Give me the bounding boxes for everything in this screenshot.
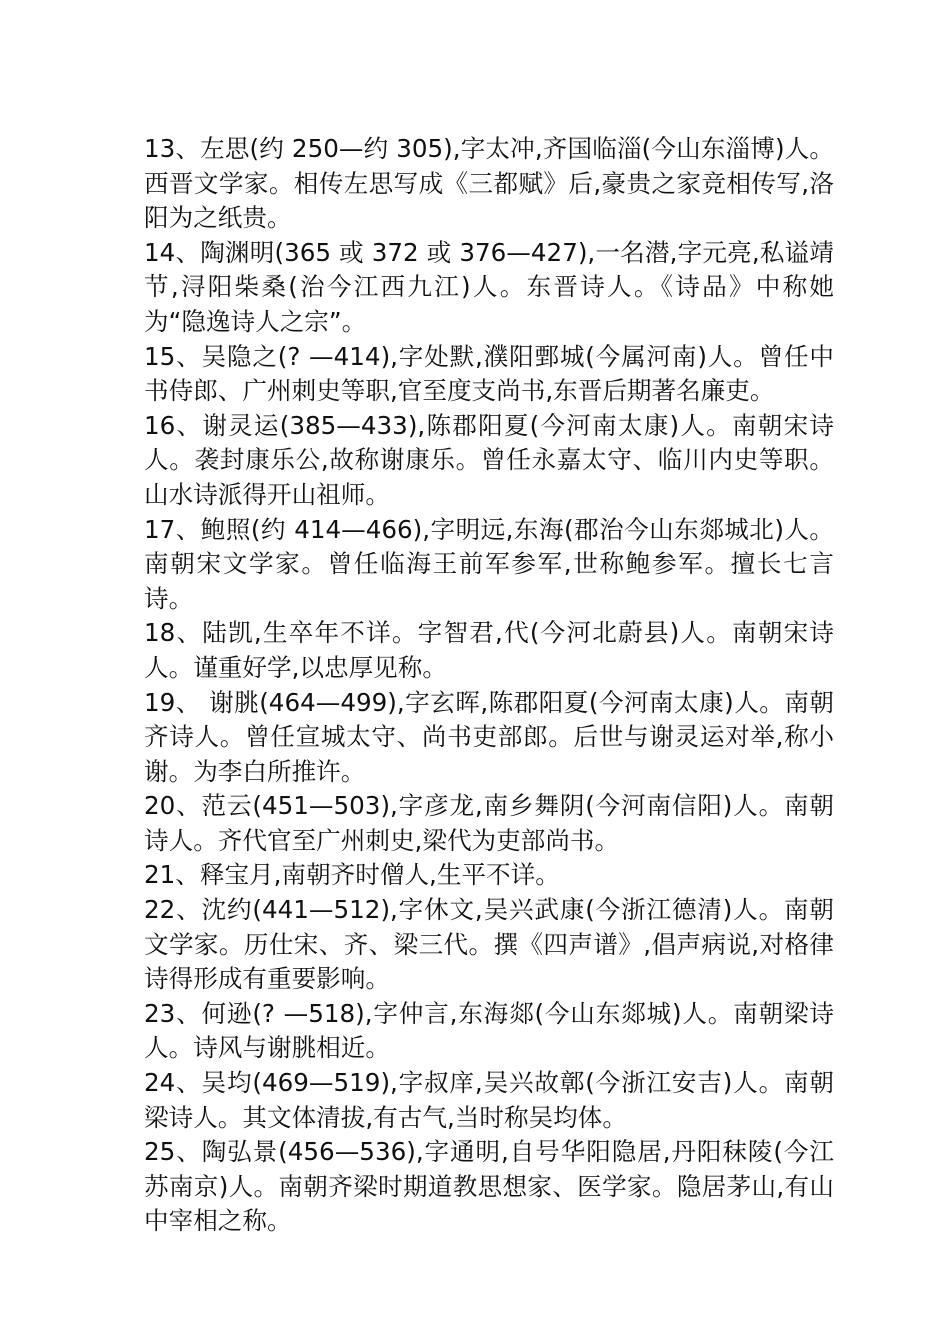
document-page <box>144 132 834 1239</box>
entry-20-fan-yun: 20、范云(451—503),字彦龙,南乡舞阴(今河南信阳)人。南朝诗人。齐代官至广州刺史,梁代为吏部尚书。 <box>144 791 834 855</box>
entry-25-tao-hongjing: 25、陶弘景(456—536),字通明,自号华阳隐居,丹阳秣陵(今江苏南京)人。南朝齐梁时期道教思想家、医学家。隐居茅山,有山中宰相之称。 <box>144 1137 834 1236</box>
entry-19-xie-tiao: 19、 谢朓(464—499),字玄晖,陈郡阳夏(今河南太康)人。南朝齐诗人。曾任宣城太守、尚书吏部郎。后世与谢灵运对举,称小谢。为李白所推许。 <box>144 687 834 786</box>
entry-18-lu-kai: 18、陆凯,生卒年不详。字智君,代(今河北蔚县)人。南朝宋诗人。谨重好学,以忠厚见称。 <box>144 618 834 682</box>
entry-16-xie-lingyun: 16、谢灵运(385—433),陈郡阳夏(今河南太康)人。南朝宋诗人。袭封康乐公,故称谢康乐。曾任永嘉太守、临川内史等职。山水诗派得开山祖师。 <box>144 410 834 509</box>
entry-23-he-xun: 23、何逊(? —518),字仲言,东海郯(今山东郯城)人。南朝梁诗人。诗风与谢朓相近。 <box>144 998 834 1063</box>
entry-15-wu-yinzhi: 15、吴隐之(? —414),字处默,濮阳鄄城(今属河南)人。曾任中书侍郎、广州刺史等职,官至度支尚书,东晋后期著名廉吏。 <box>144 341 834 406</box>
entry-24-wu-jun: 24、吴均(469—519),字叔庠,吴兴故鄣(今浙江安吉)人。南朝梁诗人。其文体清拔,有古气,当时称吴均体。 <box>144 1068 834 1132</box>
entry-14-tao-yuanming: 14、陶渊明(365 或 372 或 376—427),一名潜,字元亮,私谥靖节,浔阳柴桑(治今江西九江)人。东晋诗人。《诗品》中称她为“隐逸诗人之宗”。 <box>144 237 834 336</box>
entry-17-bao-zhao: 17、鲍照(约 414—466),字明远,东海(郡治今山东郯城北)人。南朝宋文学家。曾任临海王前军参军,世称鲍参军。擅长七言诗。 <box>144 514 834 613</box>
entry-21-shi-baoyue: 21、释宝月,南朝齐时僧人,生平不详。 <box>144 860 560 890</box>
entry-22-shen-yue: 22、沈约(441—512),字休文,吴兴武康(今浙江德清)人。南朝文学家。历仕宋、齐、梁三代。撰《四声谱》,倡声病说,对格律诗得形成有重要影响。 <box>144 895 834 994</box>
entry-13-zuo-si: 13、左思(约 250—约 305),字太冲,齐国临淄(今山东淄博)人。西晋文学家。相传左思写成《三都赋》后,豪贵之家竞相传写,洛阳为之纸贵。 <box>144 134 834 233</box>
